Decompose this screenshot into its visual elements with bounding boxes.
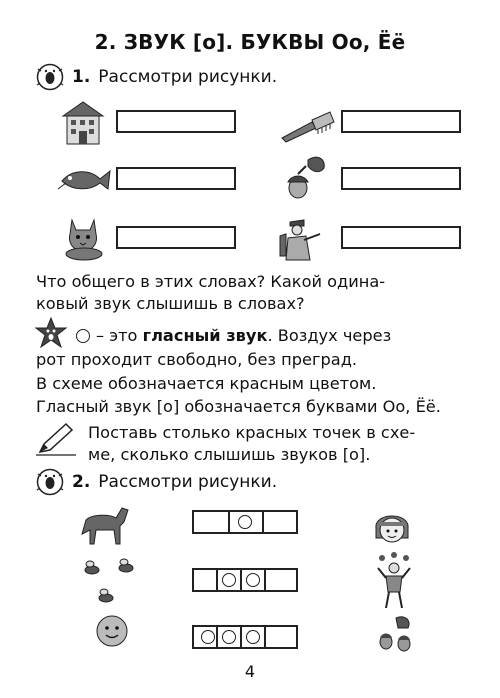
brush-icon bbox=[278, 100, 336, 150]
answer-box-cat[interactable] bbox=[116, 226, 236, 249]
answer-box-acorn[interactable] bbox=[341, 167, 461, 190]
girl-face-icon bbox=[372, 504, 412, 548]
rule-line-4: Гласный звук [о] обозначается буквами Оо, Ёё. bbox=[36, 397, 441, 416]
house-icon bbox=[58, 98, 108, 148]
answer-box-house[interactable] bbox=[116, 110, 236, 133]
instruction-text: Поставь столько красных точек в схе- ме, сколько слышишь звуков [о]. bbox=[88, 423, 416, 464]
juggler-icon bbox=[374, 552, 414, 610]
vowel-circle bbox=[238, 515, 252, 529]
person-icon bbox=[276, 212, 326, 262]
vowel-circle-icon bbox=[76, 329, 90, 343]
sound-scheme-2[interactable] bbox=[192, 568, 298, 592]
mouth-icon bbox=[36, 468, 64, 496]
horse-icon bbox=[76, 500, 132, 548]
task-1-text: Рассмотри рисунки. bbox=[98, 67, 278, 87]
answer-box-brush[interactable] bbox=[341, 110, 461, 133]
vowel-circle bbox=[246, 573, 260, 587]
page-title: 2. ЗВУК [о]. БУКВЫ Оо, Ёё bbox=[94, 30, 406, 54]
task-2-header bbox=[36, 467, 277, 497]
task-1-header bbox=[36, 62, 277, 92]
answer-box-person[interactable] bbox=[341, 226, 461, 249]
rule-line-3: В схеме обозначается красным цветом. bbox=[36, 374, 377, 393]
acorns-icon bbox=[376, 614, 416, 654]
pencil-icon bbox=[36, 422, 76, 456]
bun-icon bbox=[94, 614, 130, 648]
rule-line-1: – это гласный звук. Воздух через bbox=[76, 325, 486, 347]
question-text: Что общего в этих словах? Какой одина- ковый звук слышишь в словах? bbox=[36, 272, 386, 313]
mouth-icon bbox=[36, 63, 64, 91]
sound-scheme-1[interactable] bbox=[192, 510, 298, 534]
vowel-circle bbox=[222, 630, 236, 644]
wasps-icon bbox=[80, 554, 140, 610]
cat-icon bbox=[58, 212, 108, 262]
answer-box-fish[interactable] bbox=[116, 167, 236, 190]
vowel-circle bbox=[222, 573, 236, 587]
star-icon bbox=[34, 316, 68, 350]
acorn-icon bbox=[282, 152, 332, 202]
sound-scheme-3[interactable] bbox=[192, 625, 298, 649]
fish-icon bbox=[56, 155, 112, 205]
task-1-number: 1. bbox=[72, 67, 91, 87]
page-number: 4 bbox=[244, 662, 256, 681]
task-2-number: 2. bbox=[72, 472, 91, 492]
task-2-text: Рассмотри рисунки. bbox=[98, 472, 278, 492]
vowel-circle bbox=[201, 630, 215, 644]
rule-line-2: рот проходит свободно, без преград. bbox=[36, 350, 358, 369]
vowel-circle bbox=[246, 630, 260, 644]
